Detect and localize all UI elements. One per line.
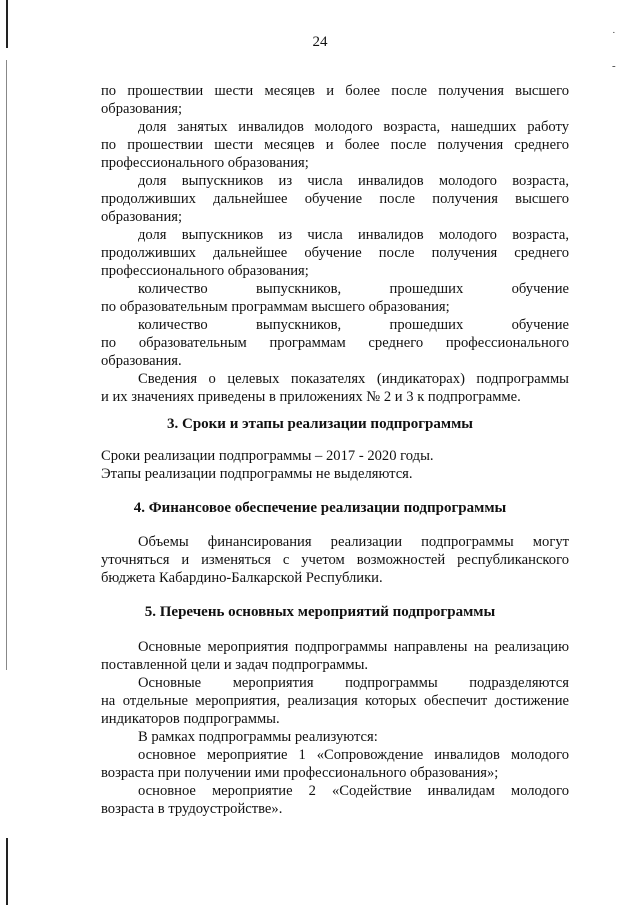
- scan-mark-2: -: [612, 60, 616, 72]
- scan-edge-line-mid: [6, 60, 7, 670]
- text-line: В рамках подпрограммы реализуются:: [138, 729, 378, 745]
- text-line: возраста при получении ими профессионального образования»;: [101, 765, 499, 781]
- text-line: доля занятых инвалидов молодого возраста, нашедших работу: [138, 119, 569, 135]
- page-number: 24: [312, 34, 328, 50]
- text-line: по образовательным программам высшего образования;: [101, 299, 450, 315]
- text-line: количество выпускников, прошедших обучение: [138, 317, 569, 333]
- text-line: Объемы финансирования реализации подпрограммы могут: [138, 534, 569, 550]
- text-line: по прошествии шести месяцев и более после получения среднего: [101, 137, 569, 153]
- text-line: бюджета Кабардино-Балкарской Республики.: [101, 570, 383, 586]
- text-line: и их значениях приведены в приложениях № 2 и 3 к подпрограмме.: [101, 389, 521, 405]
- text-line: основное мероприятие 2 «Содействие инвалидам молодого: [138, 783, 569, 799]
- section-heading-4: 4. Финансовое обеспечение реализации подпрограммы: [133, 500, 507, 516]
- text-line: профессионального образования;: [101, 263, 309, 279]
- section-heading-3: 3. Сроки и этапы реализации подпрограммы: [166, 416, 474, 432]
- text-line: по прошествии шести месяцев и более после получения высшего: [101, 83, 569, 99]
- text-line: уточняться и изменяться с учетом возможностей республиканского: [101, 552, 569, 568]
- text-line: продолживших дальнейшее обучение после получения высшего: [101, 191, 569, 207]
- text-line: Этапы реализации подпрограммы не выделяются.: [101, 466, 413, 482]
- text-line: образования;: [101, 209, 183, 225]
- text-line: количество выпускников, прошедших обучение: [138, 281, 569, 297]
- text-line: профессионального образования;: [101, 155, 309, 171]
- section-heading-5: 5. Перечень основных мероприятий подпрограммы: [144, 604, 496, 620]
- text-line: Сведения о целевых показателях (индикаторах) подпрограммы: [138, 371, 569, 387]
- scan-edge-line-bottom: [6, 838, 8, 905]
- text-line: продолживших дальнейшее обучение после получения среднего: [101, 245, 569, 261]
- text-line: по образовательным программам среднего профессионального: [101, 335, 569, 351]
- text-line: доля выпускников из числа инвалидов молодого возраста,: [138, 173, 569, 189]
- text-line: основное мероприятие 1 «Сопровождение инвалидов молодого: [138, 747, 569, 763]
- text-line: Основные мероприятия подпрограммы направлены на реализацию: [138, 639, 569, 655]
- scan-mark: ˙: [612, 30, 616, 42]
- text-line: Основные мероприятия подпрограммы подразделяются: [138, 675, 569, 691]
- text-line: на отдельные мероприятия, реализация которых обеспечит достижение: [101, 693, 569, 709]
- text-line: доля выпускников из числа инвалидов молодого возраста,: [138, 227, 569, 243]
- text-line: образования.: [101, 353, 182, 369]
- text-line: возраста в трудоустройстве».: [101, 801, 283, 817]
- text-line: поставленной цели и задач подпрограммы.: [101, 657, 369, 673]
- text-line: Сроки реализации подпрограммы – 2017 - 2020 годы.: [101, 448, 434, 464]
- text-line: индикаторов подпрограммы.: [101, 711, 280, 727]
- text-line: образования;: [101, 101, 183, 117]
